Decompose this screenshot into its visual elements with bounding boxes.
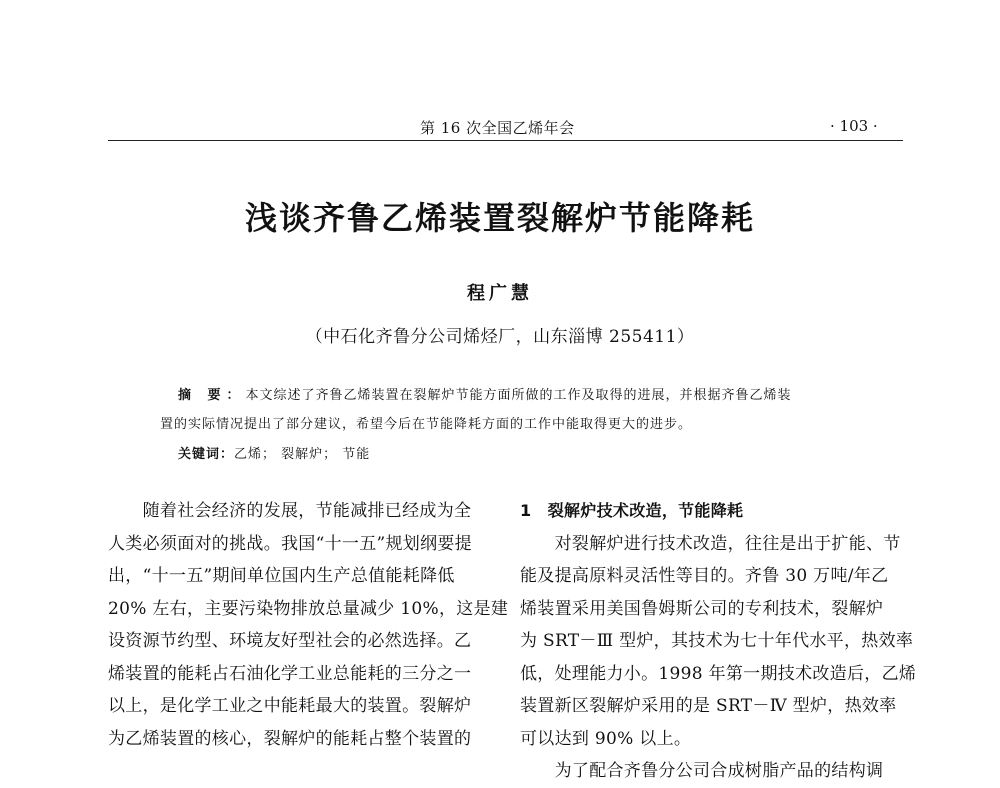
body-line: 人类必须面对的挑战。我国“十一五”规划纲要提 — [108, 533, 472, 554]
page-number: · 103 · — [830, 117, 878, 135]
author-name: 程广慧 — [467, 283, 533, 304]
header-divider — [108, 140, 903, 141]
left-column — [108, 495, 508, 755]
abstract-line-1 — [178, 384, 792, 403]
paper-title: 浅谈齐鲁乙烯装置裂解炉节能降耗 — [244, 199, 755, 237]
body-line: 随着社会经济的发展，节能减排已经成为全 — [108, 501, 472, 521]
abstract-line-2 — [160, 413, 692, 432]
right-column — [520, 495, 916, 788]
keywords-text: 乙烯； 裂解炉； 节能 — [234, 447, 371, 462]
body-line: 可以达到 90% 以上。 — [520, 728, 692, 749]
body-line: 烯装置采用美国鲁姆斯公司的专利技术，裂解炉 — [520, 598, 884, 619]
body-line: 为了配合齐鲁分公司合成树脂产品的结构调 — [520, 761, 884, 781]
abstract-text-2: 置的实际情况提出了部分建议，希望今后在节能降耗方面的工作中能取得更大的进步。 — [160, 417, 693, 432]
body-line: 设资源节约型、环境友好型社会的必然选择。乙 — [108, 631, 472, 651]
abstract-label: 摘 要： — [178, 388, 246, 403]
body-line: 20% 左右，主要污染物排放总量减少 10%，这是建 — [108, 598, 509, 619]
keywords-label: 关键词： — [178, 447, 235, 462]
abstract-text-1: 本文综述了齐鲁乙烯装置在裂解炉节能方面所做的工作及取得的进展，并根据齐鲁乙烯装 — [245, 388, 792, 403]
body-line: 烯装置的能耗占石油化学工业总能耗的三分之一 — [108, 663, 472, 684]
body-line: 装置新区裂解炉采用的是 SRT－Ⅳ 型炉，热效率 — [520, 696, 897, 716]
body-line: 为乙烯装置的核心，裂解炉的能耗占整个装置的 — [108, 728, 472, 749]
body-line: 为 SRT－Ⅲ 型炉，其技术为七十年代水平，热效率 — [520, 631, 914, 651]
author-affiliation: （中石化齐鲁分公司烯烃厂，山东淄博 255411） — [305, 327, 695, 347]
body-line: 以上，是化学工业之中能耗最大的装置。裂解炉 — [108, 696, 472, 716]
body-line: 出，“十一五”期间单位国内生产总值能耗降低 — [108, 566, 455, 586]
body-line: 对裂解炉进行技术改造，往往是出于扩能、节 — [520, 533, 901, 554]
keywords-line — [178, 443, 370, 462]
section-heading: 1 裂解炉技术改造，节能降耗 — [520, 501, 744, 520]
running-header-conference: 第 16 次全国乙烯年会 — [420, 119, 575, 137]
body-line: 低，处理能力小。1998 年第一期技术改造后，乙烯 — [520, 663, 917, 684]
body-line: 能及提高原料灵活性等目的。齐鲁 30 万吨/年乙 — [520, 566, 889, 586]
